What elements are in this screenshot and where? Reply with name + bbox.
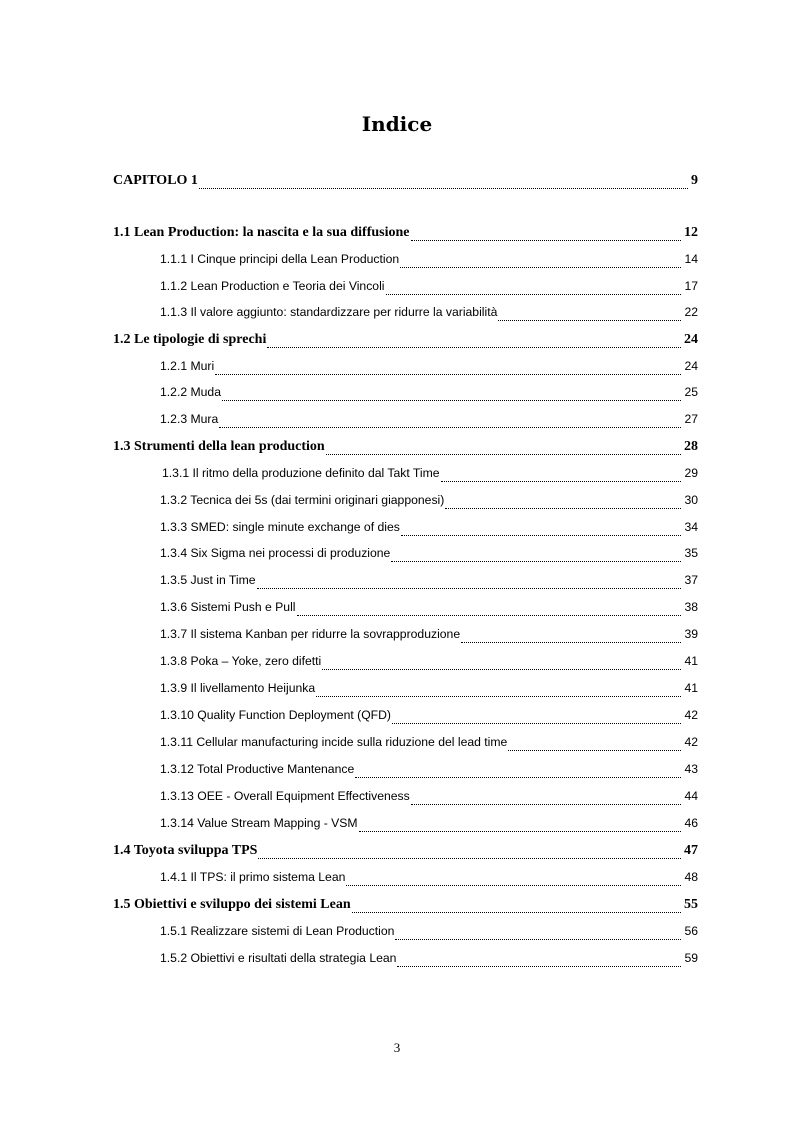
- toc-entry-label: 1.3.11 Cellular manufacturing incide sulla riduzione del lead time: [160, 735, 508, 749]
- toc-leader-dots: [346, 885, 681, 886]
- toc-entry-label: 1.3.3 SMED: single minute exchange of dies: [160, 520, 400, 534]
- toc-entry-page: 24: [684, 359, 698, 373]
- toc-entry-label: 1.3.2 Tecnica dei 5s (dai termini originari giapponesi): [160, 493, 445, 507]
- toc-entry-label: 1.5.2 Obiettivi e risultati della strategia Lean: [160, 951, 397, 965]
- toc-entry-label: 1.2.2 Muda: [160, 385, 221, 399]
- toc-entry-sub[interactable]: [160, 252, 698, 272]
- toc-entry-label: 1.3.13 OEE - Overall Equipment Effectiveness: [160, 789, 410, 803]
- toc-entry-sub[interactable]: [160, 573, 698, 593]
- toc-leader-dots: [498, 320, 681, 321]
- toc-entry-page: 41: [684, 681, 698, 695]
- toc-entry-label: 1.1.1 I Cinque principi della Lean Production: [160, 252, 400, 266]
- toc-leader-dots: [386, 294, 682, 295]
- toc-entry-label: 1.3.10 Quality Function Deployment (QFD): [160, 708, 391, 722]
- page-title: Indice: [361, 112, 433, 136]
- toc-entry-sub[interactable]: [160, 359, 698, 379]
- toc-entry-sub[interactable]: [160, 870, 698, 890]
- toc-entry-label: 1.3.9 Il livellamento Heijunka: [160, 681, 316, 695]
- toc-leader-dots: [395, 939, 681, 940]
- toc-leader-dots: [199, 188, 688, 189]
- toc-entry-page: 39: [684, 627, 698, 641]
- toc-leader-dots: [219, 427, 681, 428]
- toc-leader-dots: [397, 966, 681, 967]
- toc-entry-label: 1.3.14 Value Stream Mapping - VSM: [160, 816, 358, 830]
- toc-entry-sub[interactable]: [160, 924, 698, 944]
- toc-leader-dots: [400, 267, 681, 268]
- toc-entry-section[interactable]: [113, 897, 698, 917]
- toc-leader-dots: [391, 561, 681, 562]
- toc-entry-sub[interactable]: [160, 708, 698, 728]
- toc-entry-label: 1.3.7 Il sistema Kanban per ridurre la sovrapproduzione: [160, 627, 461, 641]
- toc-leader-dots: [411, 240, 682, 241]
- toc-entry-section[interactable]: [113, 332, 698, 352]
- toc-entry-label: 1.3.6 Sistemi Push e Pull: [160, 600, 296, 614]
- toc-entry-sub[interactable]: [160, 493, 698, 513]
- toc-leader-dots: [322, 669, 681, 670]
- toc-leader-dots: [316, 696, 681, 697]
- toc-entry-section[interactable]: [113, 439, 698, 459]
- toc-entry-page: 17: [684, 279, 698, 293]
- toc-entry-page: 30: [684, 493, 698, 507]
- toc-entry-label: 1.1.2 Lean Production e Teoria dei Vincoli: [160, 279, 385, 293]
- toc-leader-dots: [215, 374, 681, 375]
- toc-leader-dots: [401, 535, 682, 536]
- page-number: 3: [393, 1040, 401, 1055]
- toc-entry-label: 1.5.1 Realizzare sistemi di Lean Production: [160, 924, 395, 938]
- toc-entry-page: 27: [684, 412, 698, 426]
- toc-entry-page: 25: [684, 385, 698, 399]
- toc-entry-sub[interactable]: [160, 627, 698, 647]
- toc-entry-label: 1.3.12 Total Productive Mantenance: [160, 762, 355, 776]
- toc-entry-sub[interactable]: [160, 654, 698, 674]
- toc-entry-label: 1.2.3 Mura: [160, 412, 219, 426]
- toc-entry-label: 1.4 Toyota sviluppa TPS: [113, 843, 258, 858]
- toc-leader-dots: [441, 481, 682, 482]
- toc-entry-label: 1.3 Strumenti della lean production: [113, 439, 325, 454]
- toc-entry-sub[interactable]: [160, 681, 698, 701]
- toc-entry-page: 43: [684, 762, 698, 776]
- toc-entry-section[interactable]: [113, 225, 698, 245]
- toc-entry-label: 1.5 Obiettivi e sviluppo dei sistemi Lean: [113, 897, 351, 912]
- toc-entry-page: 12: [684, 225, 698, 240]
- toc-leader-dots: [258, 858, 681, 859]
- toc-entry-sub[interactable]: [160, 951, 698, 971]
- toc-entry-sub[interactable]: [160, 546, 698, 566]
- toc-entry-page: 38: [684, 600, 698, 614]
- toc-entry-page: 41: [684, 654, 698, 668]
- toc-entry-sub[interactable]: [160, 279, 698, 299]
- toc-entry-sub[interactable]: [160, 789, 698, 809]
- toc-entry-sub[interactable]: [160, 412, 698, 432]
- toc-leader-dots: [508, 750, 681, 751]
- toc-entry-label: CAPITOLO 1: [113, 173, 198, 188]
- toc-leader-dots: [222, 400, 681, 401]
- toc-entry-sub[interactable]: [160, 735, 698, 755]
- toc-leader-dots: [359, 831, 682, 832]
- toc-entry-page: 56: [684, 924, 698, 938]
- toc-entry-page: 44: [684, 789, 698, 803]
- toc-leader-dots: [445, 508, 681, 509]
- toc-entry-label: 1.1.3 Il valore aggiunto: standardizzare per ridurre la variabilità: [160, 305, 498, 319]
- toc-leader-dots: [267, 347, 681, 348]
- toc-entry-chapter[interactable]: [113, 173, 698, 193]
- toc-leader-dots: [352, 912, 681, 913]
- toc-entry-sub[interactable]: [162, 466, 698, 486]
- toc-entry-sub[interactable]: [160, 600, 698, 620]
- toc-entry-page: 42: [684, 735, 698, 749]
- toc-entry-page: 37: [684, 573, 698, 587]
- toc-entry-label: 1.3.4 Six Sigma nei processi di produzione: [160, 546, 391, 560]
- toc-entry-page: 29: [684, 466, 698, 480]
- toc-entry-page: 48: [684, 870, 698, 884]
- toc-entry-section[interactable]: [113, 843, 698, 863]
- toc-entry-page: 28: [684, 439, 698, 454]
- toc-entry-page: 22: [684, 305, 698, 319]
- toc-entry-page: 9: [691, 173, 698, 188]
- toc-entry-page: 24: [684, 332, 698, 347]
- toc-entry-sub[interactable]: [160, 816, 698, 836]
- toc-entry-label: 1.2 Le tipologie di sprechi: [113, 332, 267, 347]
- toc-leader-dots: [297, 615, 682, 616]
- toc-entry-page: 35: [684, 546, 698, 560]
- toc-entry-label: 1.2.1 Muri: [160, 359, 215, 373]
- toc-entry-page: 47: [684, 843, 698, 858]
- toc-entry-label: 1.1 Lean Production: la nascita e la sua diffusione: [113, 225, 410, 240]
- toc-entry-sub[interactable]: [160, 520, 698, 540]
- toc-entry-label: 1.3.1 Il ritmo della produzione definito dal Takt Time: [162, 466, 440, 480]
- toc-entry-page: 59: [684, 951, 698, 965]
- toc-entry-page: 55: [684, 897, 698, 912]
- toc-entry-label: 1.3.5 Just in Time: [160, 573, 256, 587]
- toc-leader-dots: [355, 777, 681, 778]
- toc-entry-label: 1.3.8 Poka – Yoke, zero difetti: [160, 654, 322, 668]
- toc-leader-dots: [326, 454, 681, 455]
- toc-entry-sub[interactable]: [160, 762, 698, 782]
- toc-entry-page: 42: [684, 708, 698, 722]
- toc-entry-label: 1.4.1 Il TPS: il primo sistema Lean: [160, 870, 346, 884]
- toc-leader-dots: [411, 804, 682, 805]
- toc-leader-dots: [461, 642, 681, 643]
- toc-entry-sub[interactable]: [160, 305, 698, 325]
- toc-entry-page: 14: [684, 252, 698, 266]
- toc-entry-page: 34: [684, 520, 698, 534]
- toc-leader-dots: [392, 723, 681, 724]
- toc-leader-dots: [257, 588, 682, 589]
- toc-entry-sub[interactable]: [160, 385, 698, 405]
- toc-entry-page: 46: [684, 816, 698, 830]
